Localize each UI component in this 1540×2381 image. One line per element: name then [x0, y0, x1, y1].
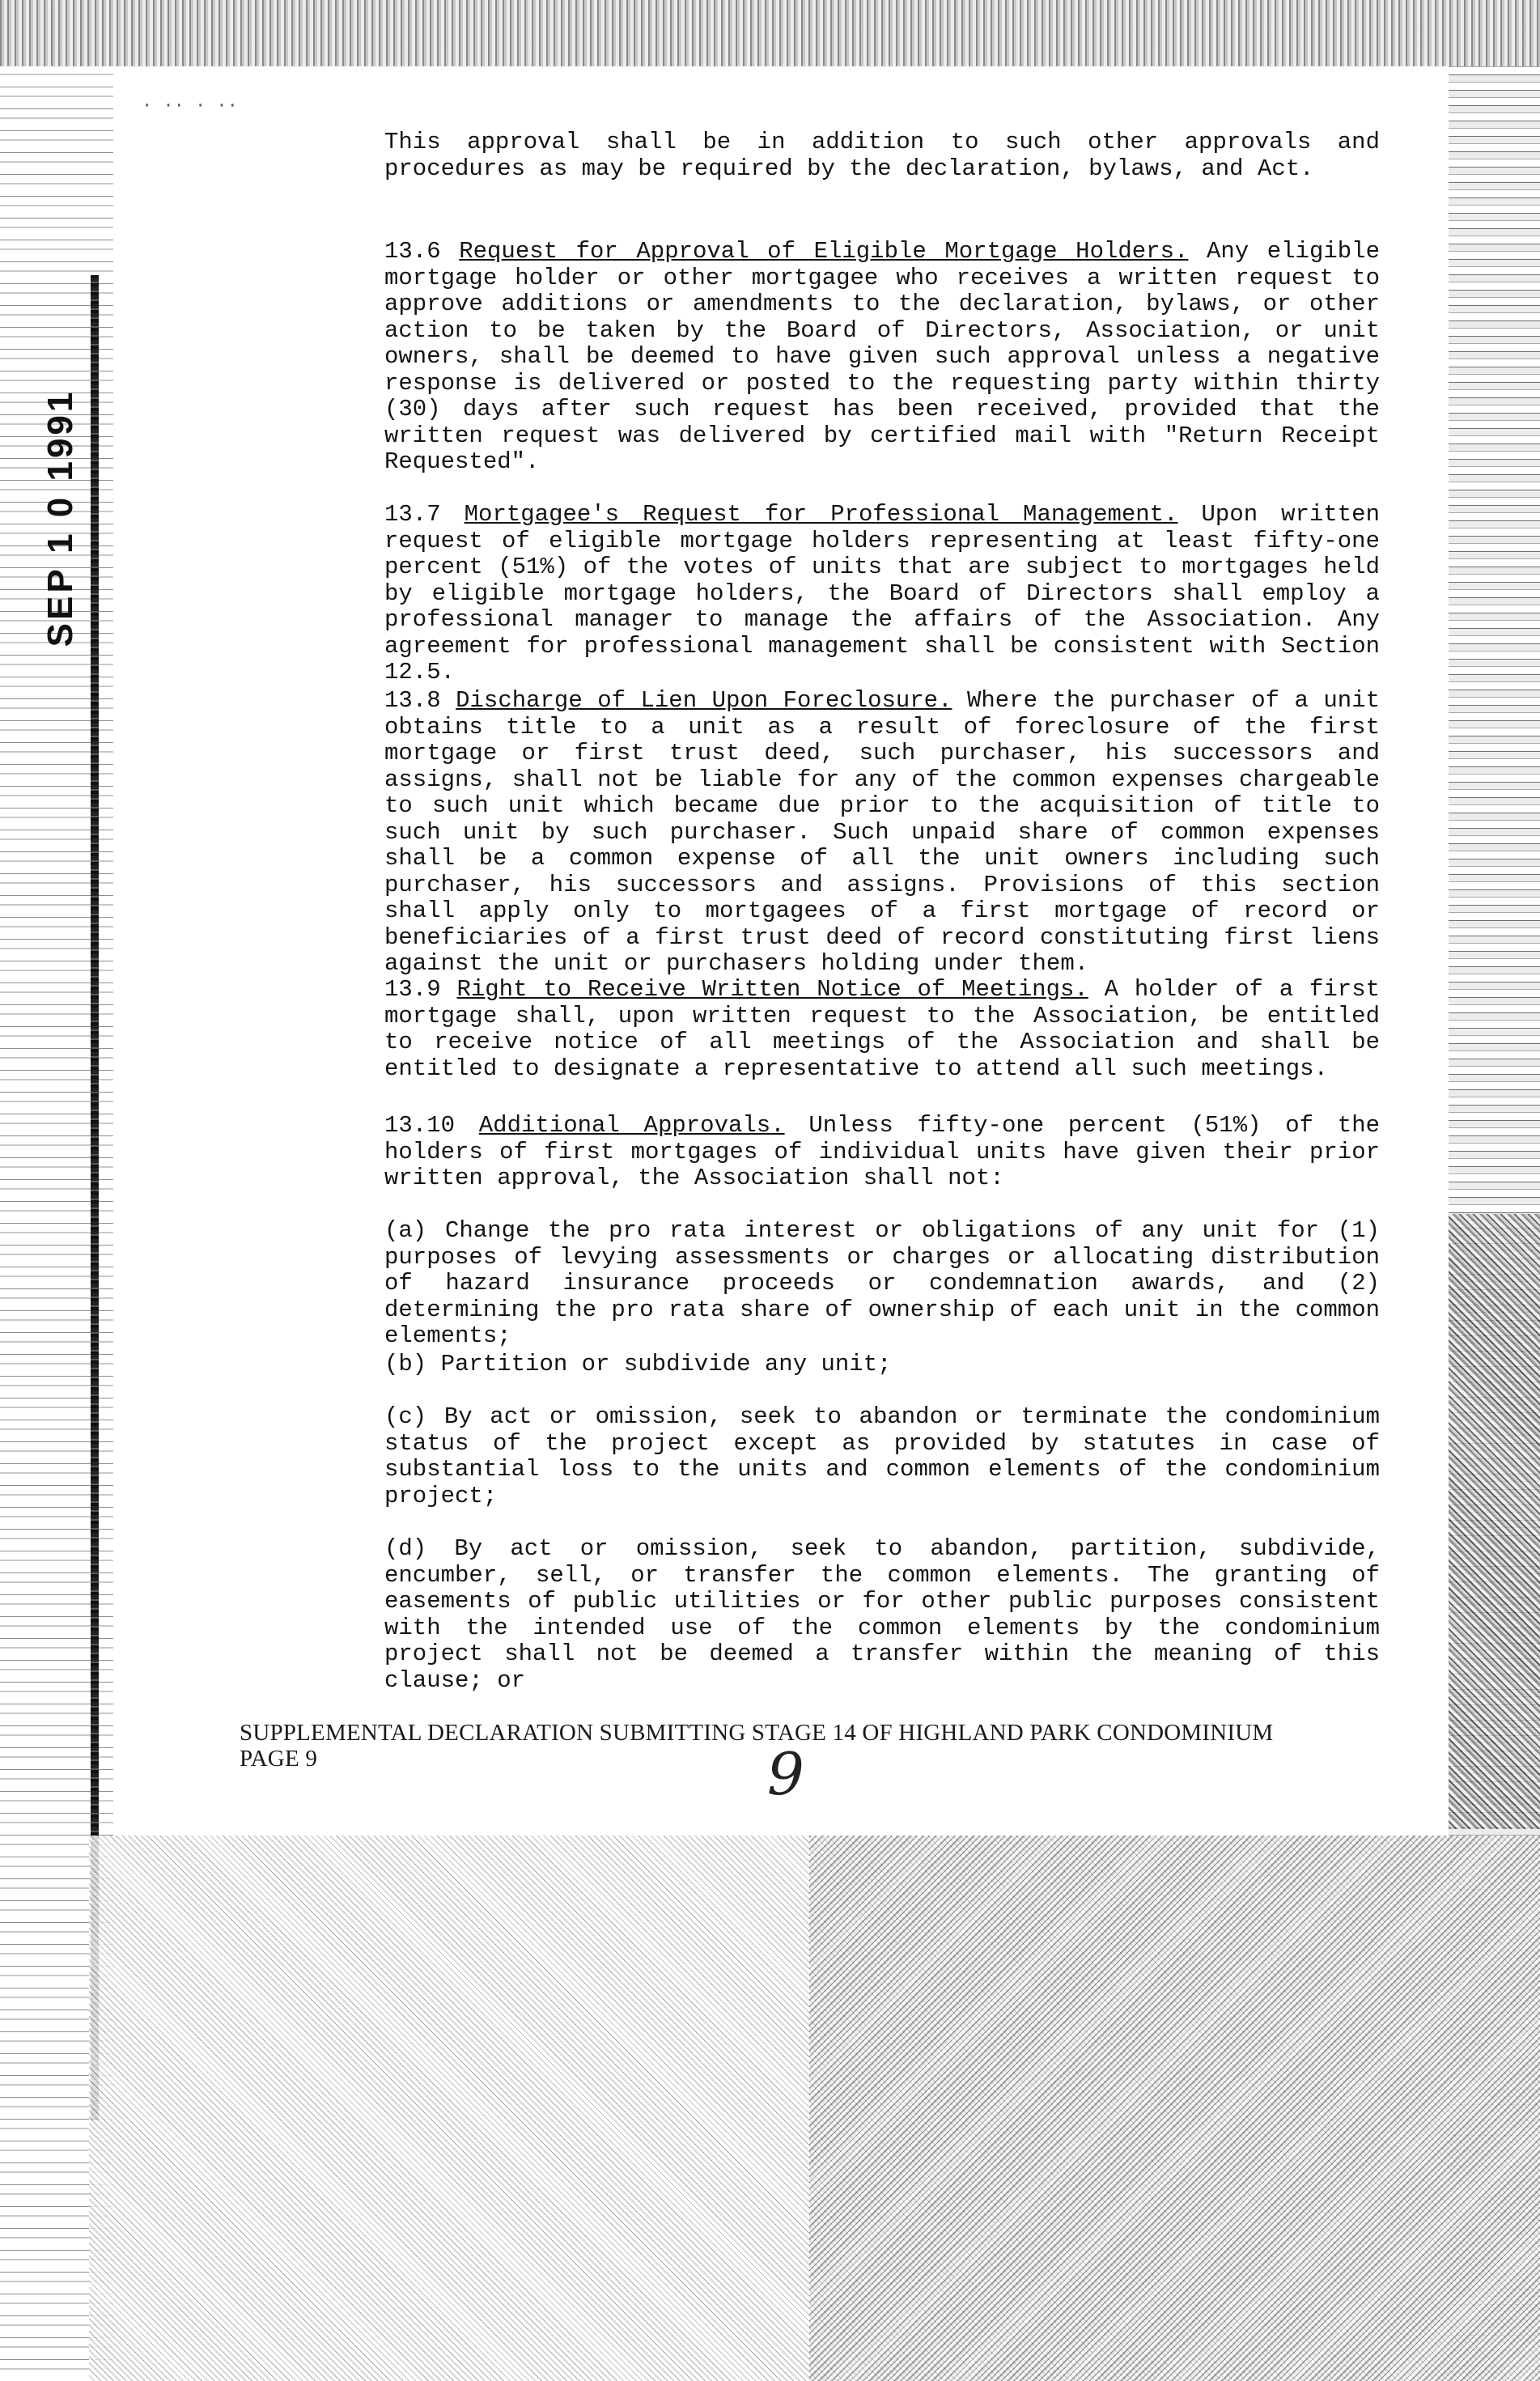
section-heading: Discharge of Lien Upon Foreclosure.	[456, 687, 952, 714]
section-body: Where the purchaser of a unit obtains title to a unit as a result of foreclosure of the first mortgage or first trust deed, such purchaser, his successors and assigns, shall not be liable for any of the common expenses chargeable to such unit which became due prior to the acquisition of title to such unit by such purchaser. Such unpaid share of common expenses shall be a common expense of all the unit owners including such purchaser, his successors and assigns. Provisions of this section shall apply only to mortgagees of a first mortgage of record or beneficiaries of a first trust deed of record constituting first liens against the unit or purchasers holding under them.	[384, 687, 1381, 977]
section-13-8	[125, 688, 1380, 978]
section-body: Upon written request of eligible mortgage holders representing at least fifty-one percent (51%) of the votes of units that are subject to mortgages held by eligible mortgage holders, the Board of Directors shall employ a professional manager to manage the affairs of the Association. Any agreement for professional management shall be consistent with Section 12.5.	[384, 501, 1380, 685]
section-number: 13.10	[384, 1112, 456, 1139]
right-margin-shading	[1449, 1214, 1540, 1829]
section-number: 13.7	[384, 501, 441, 528]
section-13-6	[125, 239, 1380, 476]
item-b	[125, 1352, 1380, 1378]
page-footer	[240, 1720, 1389, 1772]
section-13-9	[125, 977, 1380, 1082]
item-text: Change the pro rata interest or obligations of any unit for (1) purposes of levying assessments or charges or allocating distribution of hazard insurance proceeds or condemnation awards, and (2) determining the pro rata share of ownership of each unit in the common elements;	[384, 1217, 1380, 1349]
item-label: (a)	[384, 1217, 427, 1244]
item-text: By act or omission, seek to abandon, partition, subdivide, encumber, sell, or transfer the common elements. The granting of easements of public utilities or for other public purposes consistent with the intended use of the common elements by the condominium project shall not be deemed a transfer within the meaning of this clause; or	[384, 1535, 1380, 1694]
bottom-scan-shading	[809, 1836, 1540, 2381]
section-body: A holder of a first mortgage shall, upon written request to the Association, be entitled to receive notice of all meetings of the Association and shall be entitled to designate a representative to attend all such meetings.	[384, 976, 1381, 1082]
item-text: Partition or subdivide any unit;	[440, 1351, 892, 1377]
section-number: 13.8	[384, 687, 441, 714]
section-body: Unless fifty-one percent (51%) of the holders of first mortgages of individual units have given their prior written approval, the Association shall not:	[384, 1112, 1381, 1191]
item-label: (d)	[384, 1535, 427, 1562]
scan-top-noise	[0, 0, 1540, 66]
approval-text: This approval shall be in addition to such other approvals and procedures as may be required by the declaration, bylaws, and Act.	[384, 129, 1380, 182]
stamp-text: SEP 1 0 1991	[40, 388, 80, 647]
section-13-10	[125, 1113, 1380, 1192]
section-heading: Mortgagee's Request for Professional Management.	[464, 501, 1178, 528]
item-a	[125, 1218, 1380, 1350]
item-d	[125, 1536, 1380, 1694]
scan-dots: · ·· · ··	[142, 95, 238, 116]
item-c	[125, 1404, 1380, 1509]
footer-page-number: PAGE 9	[240, 1746, 318, 1772]
section-body: Any eligible mortgage holder or other mortgagee who receives a written request to approve additions or amendments to the declaration, bylaws, or other action to be taken by the Board of Directors, Association, or unit owners, shall be deemed to have given such approval unless a negative response is delivered or posted to the requesting party within thirty (30) days after such request has been received, provided that the written request was delivered by certified mail with "Return Receipt Requested".	[384, 238, 1380, 475]
section-heading: Request for Approval of Eligible Mortgage Holders.	[459, 238, 1189, 265]
handwritten-page-mark: 9	[767, 1740, 804, 1808]
recording-date-stamp	[24, 324, 97, 647]
section-13-7	[125, 502, 1380, 686]
section-heading: Right to Receive Written Notice of Meetings.	[456, 976, 1088, 1003]
item-text: By act or omission, seek to abandon or terminate the condominium status of the project except as provided by statutes in case of substantial loss to the units and common elements of the condominium project;	[384, 1403, 1380, 1509]
section-heading: Additional Approvals.	[478, 1112, 785, 1139]
section-number: 13.6	[384, 238, 441, 265]
section-number: 13.9	[384, 976, 441, 1003]
footer-title: SUPPLEMENTAL DECLARATION SUBMITTING STAGE 14 OF HIGHLAND PARK CONDOMINIUM	[240, 1720, 1274, 1746]
item-label: (b)	[384, 1351, 427, 1377]
approval-paragraph	[125, 129, 1380, 182]
item-label: (c)	[384, 1403, 427, 1430]
